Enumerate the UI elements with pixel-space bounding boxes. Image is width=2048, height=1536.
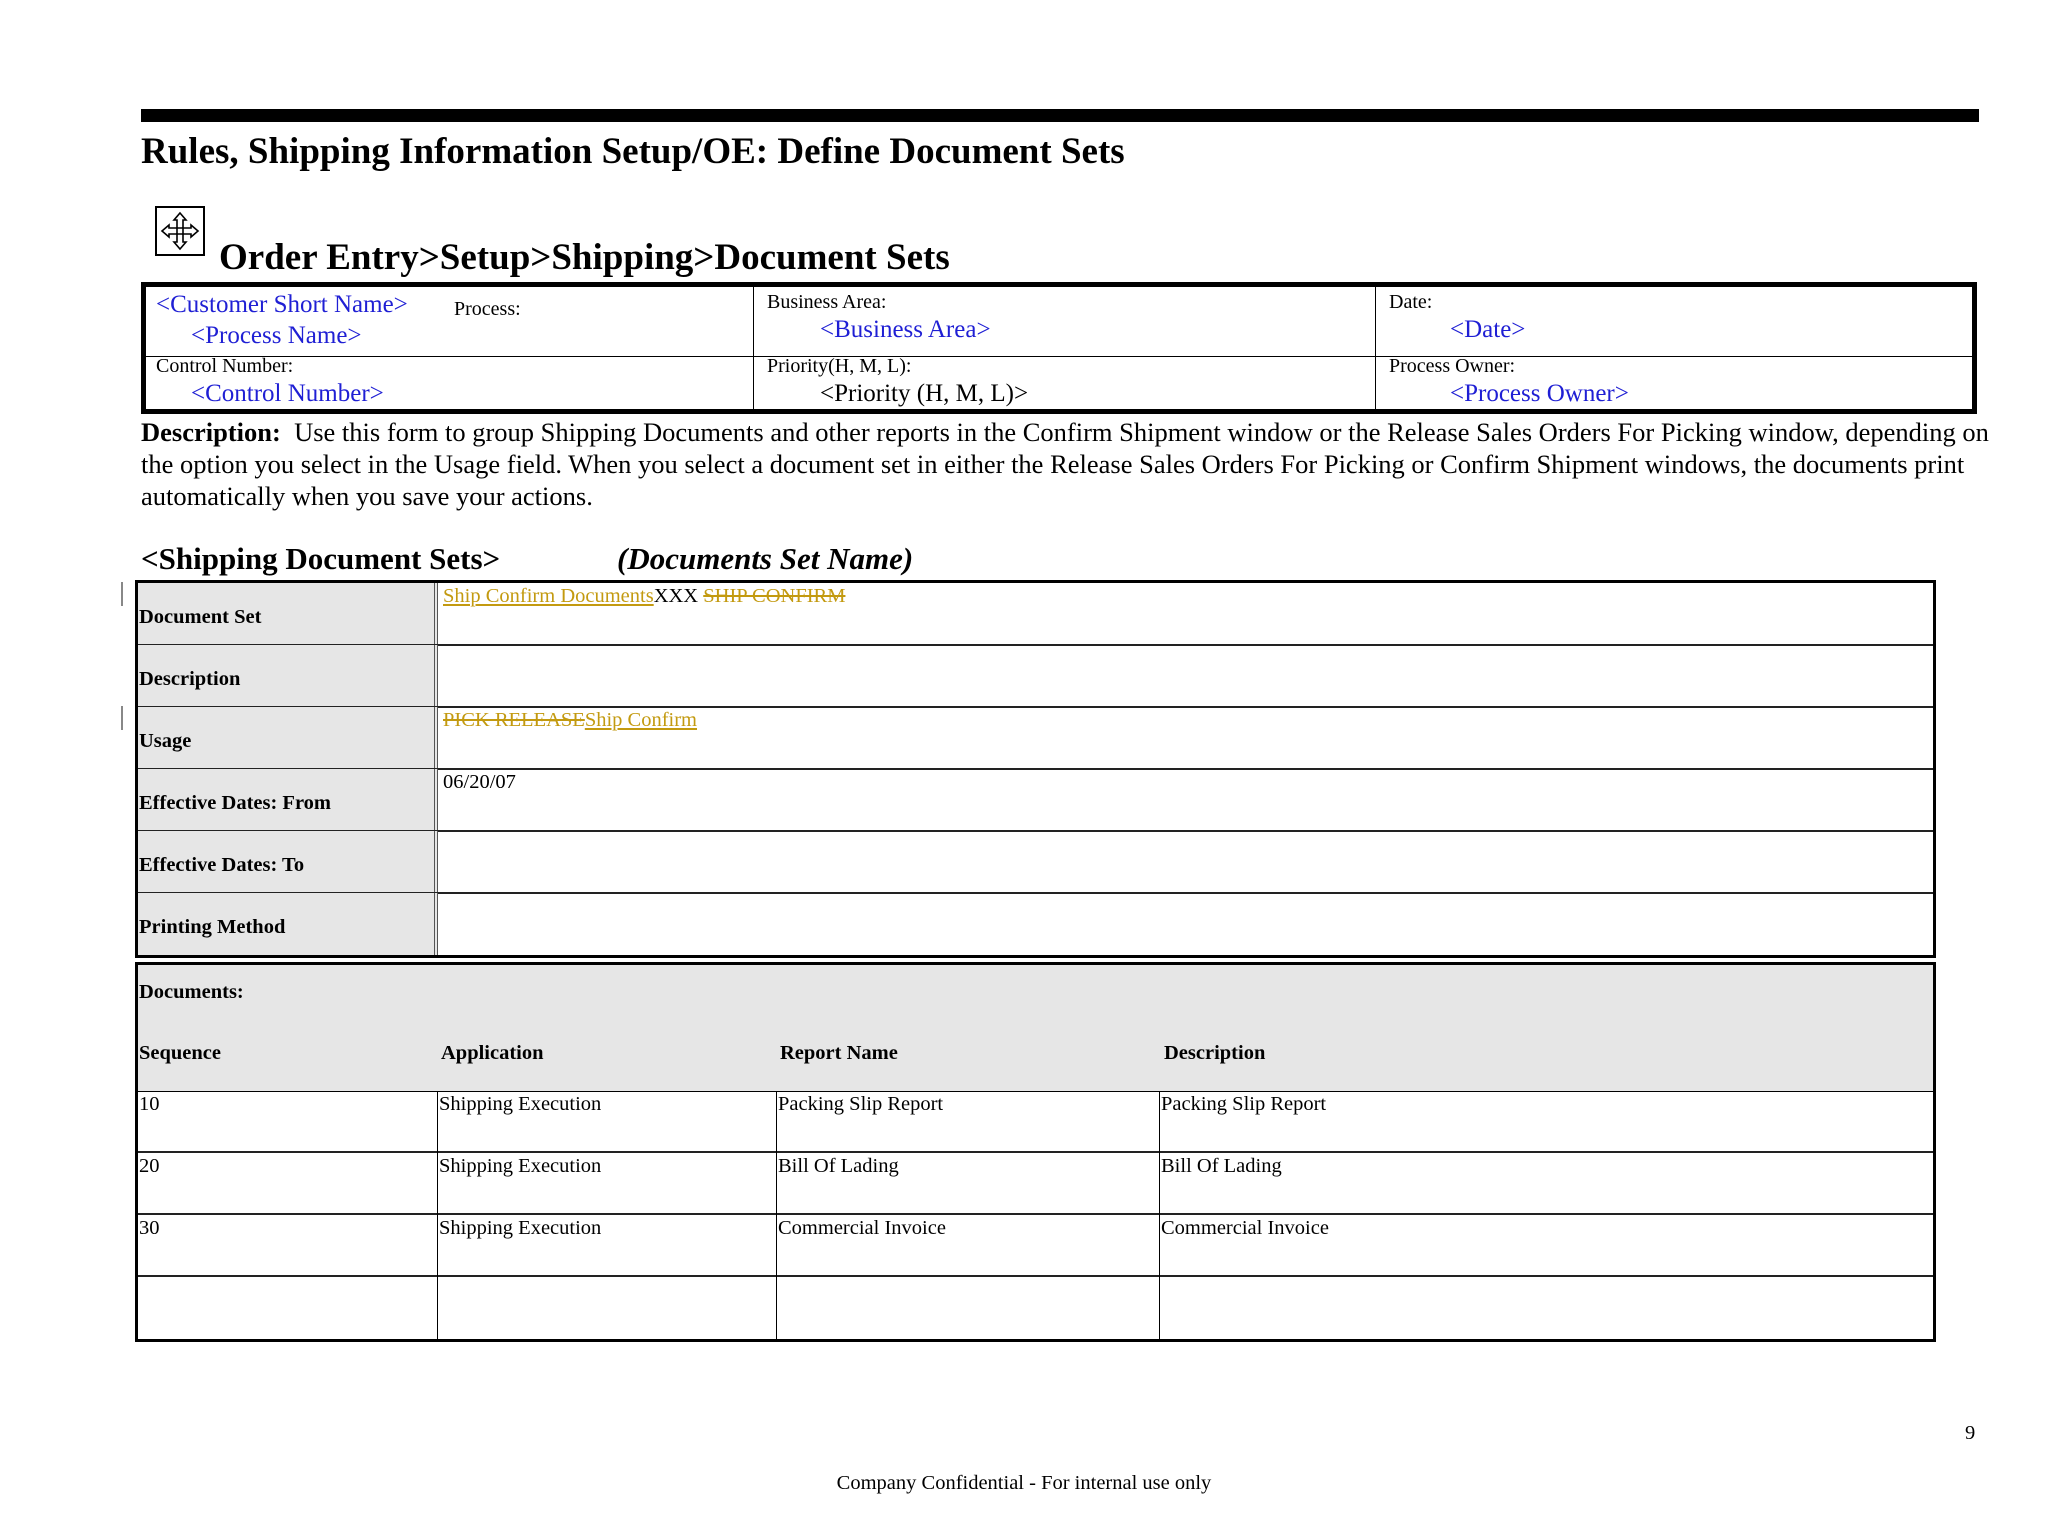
process-label: Process: xyxy=(454,298,521,320)
move-icon xyxy=(155,206,205,256)
page-title: Rules, Shipping Information Setup/OE: Define Document Sets xyxy=(141,131,1125,172)
process-owner-label: Process Owner: xyxy=(1389,355,1516,377)
field-label: Usage xyxy=(139,730,192,752)
control-number-label: Control Number: xyxy=(156,355,294,377)
documents-table xyxy=(135,962,1936,1342)
process-name: <Process Name> xyxy=(191,322,362,349)
field-label: Document Set xyxy=(139,606,262,628)
usage-value[interactable] xyxy=(443,707,1933,769)
deleted-text: SHIP CONFIRM xyxy=(703,585,846,607)
table-row[interactable]: 10 Shipping Execution Packing Slip Report Packing Slip Report xyxy=(138,1091,1933,1153)
control-number-value: <Control Number> xyxy=(191,380,384,407)
column-header-report-name: Report Name xyxy=(780,1042,898,1064)
date-value: <Date> xyxy=(1450,316,1526,343)
top-rule xyxy=(141,109,1979,122)
header-info-table xyxy=(141,282,1977,414)
plain-text: XXX xyxy=(653,585,704,607)
field-label: Printing Method xyxy=(139,916,286,938)
section-subtitle: (Documents Set Name) xyxy=(617,541,914,576)
document-set-value[interactable] xyxy=(443,583,1933,645)
column-divider xyxy=(437,1091,438,1339)
table-row[interactable]: 30 Shipping Execution Commercial Invoice Commercial Invoice xyxy=(138,1215,1933,1277)
process-owner-value: <Process Owner> xyxy=(1450,380,1629,407)
table-row[interactable] xyxy=(138,1277,1933,1339)
documents-title: Documents: xyxy=(139,981,244,1003)
field-row-printing-method xyxy=(138,893,1933,955)
deleted-text: PICK RELEASE xyxy=(443,709,585,731)
effective-from-value[interactable]: 06/20/07 xyxy=(443,771,516,793)
field-row-document-set xyxy=(138,583,1933,645)
change-bar xyxy=(121,706,123,730)
column-header-description: Description xyxy=(1164,1042,1266,1064)
description-label: Description: xyxy=(141,417,281,447)
business-area-value: <Business Area> xyxy=(820,316,991,343)
priority-value: <Priority (H, M, L)> xyxy=(820,380,1029,407)
change-bar xyxy=(121,582,123,606)
footer-confidential: Company Confidential - For internal use only xyxy=(836,1472,1212,1494)
column-header-sequence: Sequence xyxy=(139,1042,221,1064)
field-label: Description xyxy=(139,668,241,690)
field-label: Effective Dates: To xyxy=(139,854,305,876)
customer-short-name: <Customer Short Name> xyxy=(156,291,408,318)
description-text: Use this form to group Shipping Documents and other reports in the Confirm Shipment window or the Release Sales Orders For Picking window, depending on the option you select in the Usage field. When you select a document set in either the Release Sales Orders For Picking or Confirm Shipment windows, the documents print automatically when you save your actions. xyxy=(141,417,1989,511)
business-area-label: Business Area: xyxy=(767,291,887,313)
inserted-text: Ship Confirm Documents xyxy=(443,585,654,607)
navigation-path: Order Entry>Setup>Shipping>Document Sets xyxy=(219,237,950,278)
priority-label: Priority(H, M, L): xyxy=(767,355,912,377)
document-set-fields xyxy=(135,580,1936,958)
printing-method-value[interactable] xyxy=(443,893,1933,955)
field-label: Effective Dates: From xyxy=(139,792,332,814)
field-row-effective-to xyxy=(138,831,1933,893)
column-header-application: Application xyxy=(441,1042,544,1064)
column-divider xyxy=(776,1091,777,1339)
field-row-description xyxy=(138,645,1933,707)
section-title: <Shipping Document Sets> xyxy=(141,541,501,576)
field-row-effective-from xyxy=(138,769,1933,831)
description-paragraph xyxy=(141,416,1991,512)
date-label: Date: xyxy=(1389,291,1433,313)
description-value[interactable] xyxy=(443,645,1933,707)
inserted-text: Ship Confirm xyxy=(584,709,698,731)
page-number: 9 xyxy=(1965,1422,1976,1444)
field-row-usage xyxy=(138,707,1933,769)
effective-to-value[interactable] xyxy=(443,831,1933,893)
documents-header xyxy=(138,965,1933,1092)
column-divider xyxy=(1159,1091,1160,1339)
table-row[interactable]: 20 Shipping Execution Bill Of Lading Bill Of Lading xyxy=(138,1153,1933,1215)
